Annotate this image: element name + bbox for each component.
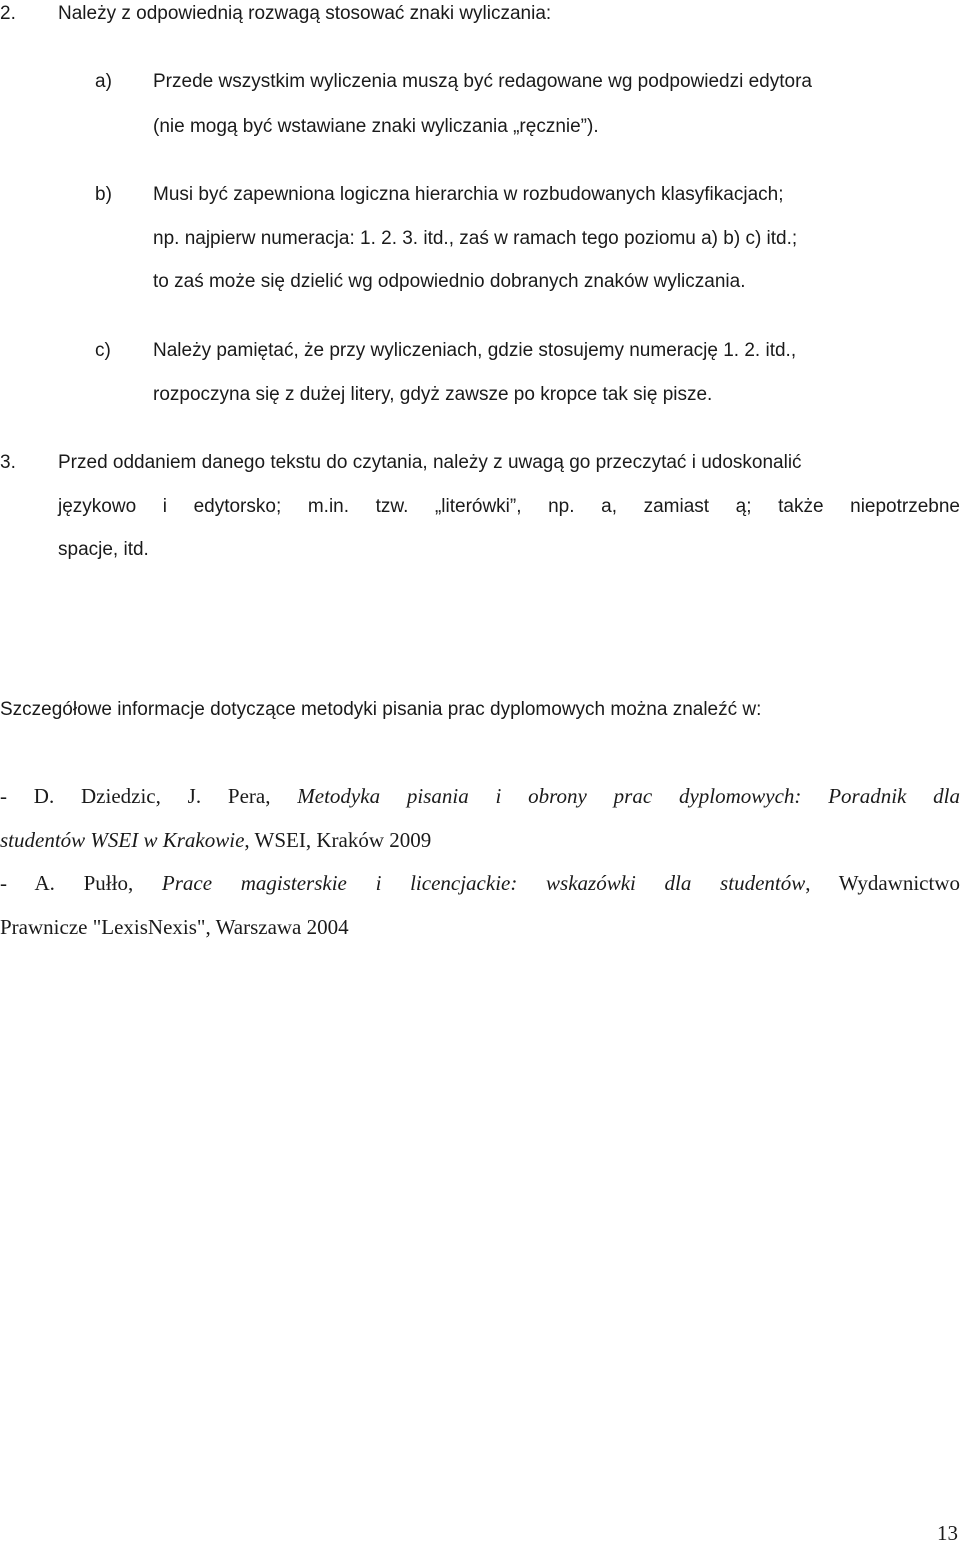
reference-2-prefix: - A. Pułło,	[0, 871, 162, 895]
section-3-number: 3.	[0, 452, 16, 473]
reference-2-line-2: Prawnicze "LexisNexis", Warszawa 2004	[0, 915, 349, 939]
item-a-line-2: (nie mogą być wstawiane znaki wyliczania „ręcznie”).	[153, 116, 599, 137]
section-2-number: 2.	[0, 3, 16, 24]
reference-1-line-2	[0, 830, 431, 851]
reference-1-suffix: , WSEI, Kraków 2009	[244, 828, 432, 852]
item-c-line-1: Należy pamiętać, że przy wyliczeniach, gdzie stosujemy numerację 1. 2. itd.,	[153, 340, 797, 361]
reference-1-title-part-1: Metodyka pisania i obrony prac dyplomowych: Poradnik dla	[297, 784, 960, 808]
section-3-line-2: językowo i edytorsko; m.in. tzw. „literówki”, np. a, zamiast ą; także niepotrzebne	[58, 496, 960, 517]
item-b-label: b)	[95, 184, 112, 205]
reference-1-prefix: - D. Dziedzic, J. Pera,	[0, 784, 298, 808]
reference-2-line-1	[0, 873, 960, 894]
item-b-line-1: Musi być zapewniona logiczna hierarchia w rozbudowanych klasyfikacjach;	[153, 184, 784, 205]
section-3-line-1: Przed oddaniem danego tekstu do czytania, należy z uwagą go przeczytać i udoskonalić	[58, 452, 802, 473]
item-a-label: a)	[95, 71, 112, 92]
section-2-title: Należy z odpowiednią rozwagą stosować znaki wyliczania:	[58, 3, 552, 24]
reference-2-suffix: , Wydawnictwo	[805, 871, 960, 895]
item-b-line-3: to zaś może się dzielić wg odpowiednio dobranych znaków wyliczania.	[153, 271, 746, 292]
item-c-label: c)	[95, 340, 111, 361]
page-number: 13	[937, 1521, 958, 1545]
reference-1-title-part-2: studentów WSEI w Krakowie	[0, 828, 245, 852]
info-heading: Szczegółowe informacje dotyczące metodyki pisania prac dyplomowych można znaleźć w:	[0, 699, 762, 720]
reference-1-line-1	[0, 786, 960, 807]
reference-2-title: Prace magisterskie i licencjackie: wskazówki dla studentów	[161, 871, 806, 895]
item-b-line-2: np. najpierw numeracja: 1. 2. 3. itd., zaś w ramach tego poziomu a) b) c) itd.;	[153, 228, 798, 249]
section-3-line-3: spacje, itd.	[58, 539, 149, 560]
item-a-line-1: Przede wszystkim wyliczenia muszą być redagowane wg podpowiedzi edytora	[153, 71, 812, 92]
item-c-line-2: rozpoczyna się z dużej litery, gdyż zawsze po kropce tak się pisze.	[153, 384, 713, 405]
